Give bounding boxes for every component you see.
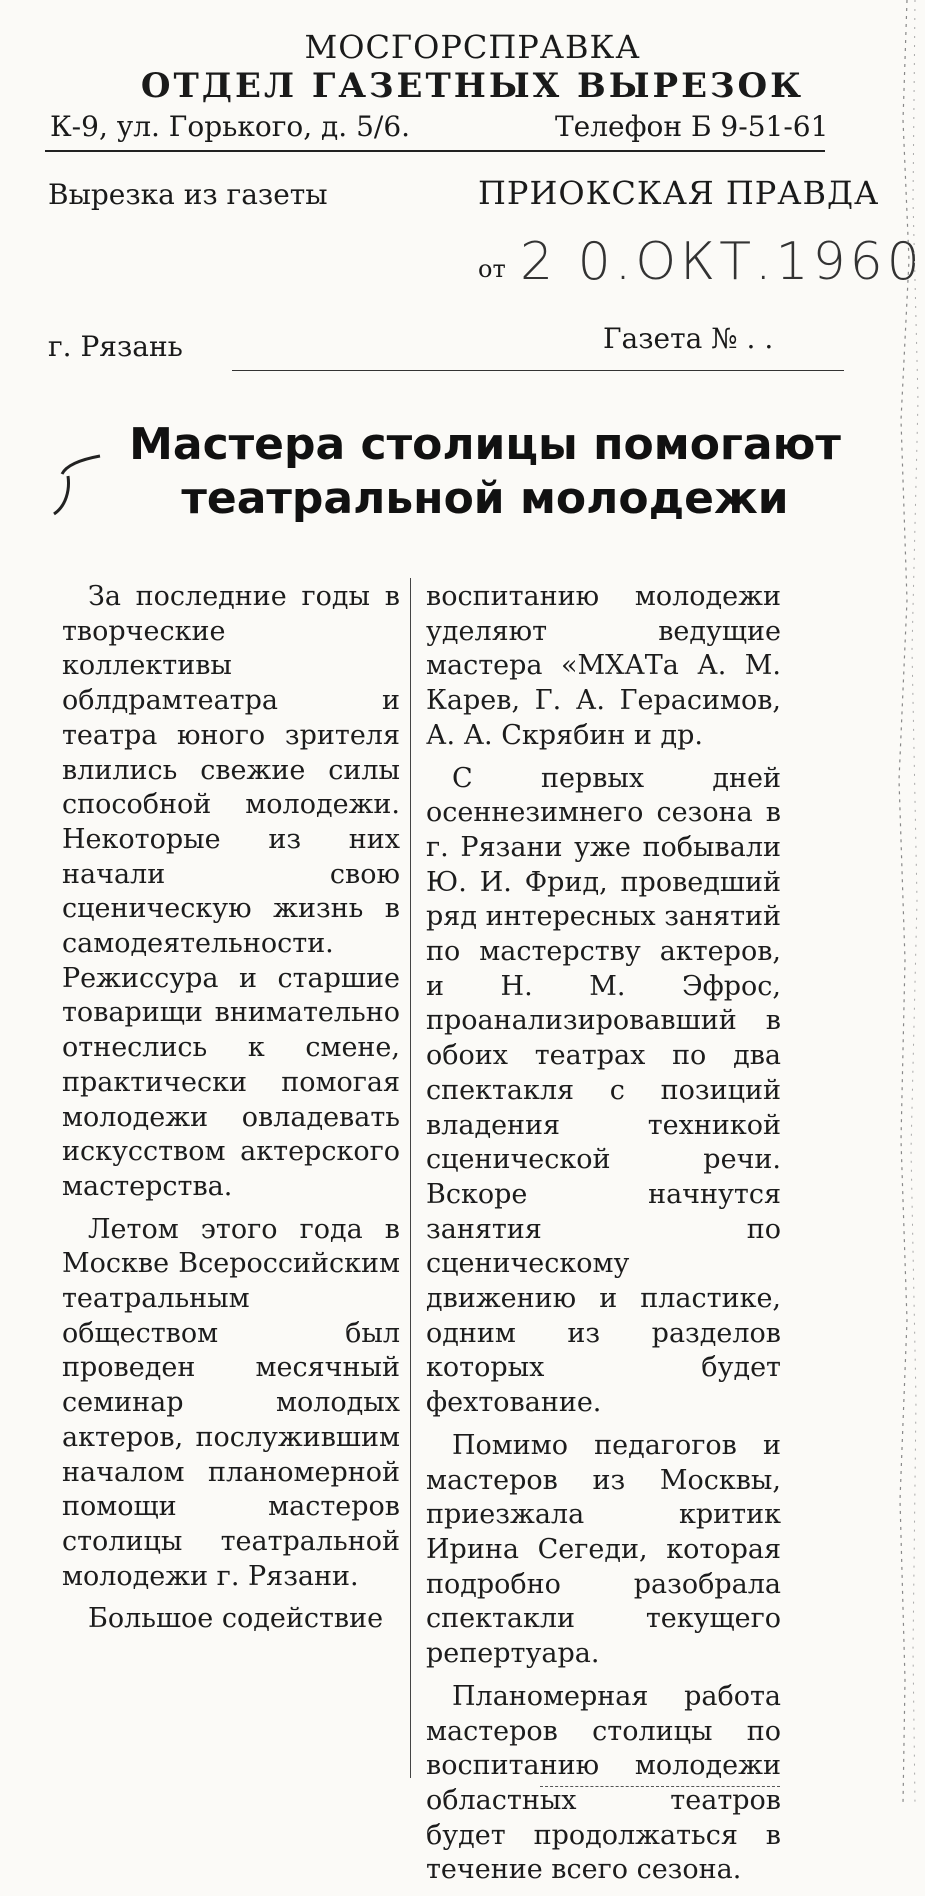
article-column-2 [426,580,781,1896]
header-divider [45,150,825,152]
paragraph: воспитанию молодежи уделяют ведущие мастера «МХАТа А. М. Карев, Г. А. Герасимов, А. А. Скрябин и др. [426,581,781,751]
torn-edge [885,0,925,1804]
date-prefix: от [478,255,506,283]
clipping-divider [232,370,844,371]
paragraph: Большое содействие [88,1603,384,1635]
issue-label: Газета № . . [603,322,774,355]
paragraph: Планомерная работа мастеров столицы по воспитанию молодежи областных театров будет продолжаться в течение всего сезона. [426,1680,781,1886]
newspaper-name: ПРИОКСКАЯ ПРАВДА [478,174,880,212]
paragraph: С первых дней осеннезимнего сезона в г. Рязани уже побывали Ю. И. Фрид, проведший ряд интересных занятий по мастерству актеров, и Н. М. Эфрос, проанализировавший в обоих театрах по два спектакля с позиций владения техникой сценической речи. Вскоре начнутся занятия по сценическому движению и пластике, одним из разделов которых будет фехтование. [426,762,781,1419]
clipping-label: Вырезка из газеты [48,178,328,211]
headline-line-2: театральной молодежи [181,473,789,524]
paragraph: Помимо педагогов и мастеров из Москвы, приезжала критик Ирина Сегеди, которая подробно разобрала спектакли текущего репертуара. [426,1429,781,1670]
article-end-rule [540,1786,780,1787]
address: К-9, ул. Горького, д. 5/6. [50,110,411,143]
phone-number: Телефон Б 9-51-61 [555,110,829,143]
date-stamp: 2 0.ОКТ.1960 [520,232,924,292]
article-headline [95,418,875,526]
headline-line-1: Мастера столицы помогают [129,419,841,470]
org-name: МОСГОРСПРАВКА [304,28,641,66]
article-column-1 [62,580,400,1645]
column-divider [410,578,411,1778]
paragraph: За последние годы в творческие коллективы облдрамтеатра и театра юного зрителя влились свежие силы способной молодежи. Некоторые из них начали свою сценическую жизнь в самодеятельности. Режиссура и старшие товарищи внимательно отнеслись к смене, практически помогая молодежи овладевать искусством актерского мастерства. [62,581,400,1202]
city-label: г. Рязань [48,330,183,363]
department-name: ОТДЕЛ ГАЗЕТНЫХ ВЫРЕЗОК [140,66,805,106]
paragraph: Летом этого года в Москве Всероссийским театральным обществом был проведен месячный семинар молодых актеров, послужившим началом планомерной помощи мастеров столицы театральной молодежи г. Рязани. [62,1213,400,1592]
